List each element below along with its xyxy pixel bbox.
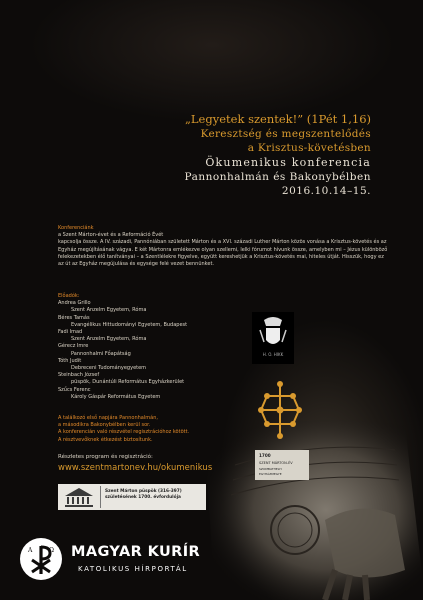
- svg-text:A: A: [28, 547, 33, 554]
- svg-text:EGYHÁZMEGYE: EGYHÁZMEGYE: [259, 472, 282, 476]
- registration-label: Részletes program és regisztráció:: [58, 454, 153, 460]
- title-date: 2016.10.14–15.: [281, 185, 371, 197]
- speaker-name: Béres Tamás: [58, 314, 90, 321]
- coat-of-arms-caption: H. O. HIKK: [262, 352, 284, 357]
- speaker-name: Gérecz Imre: [58, 343, 89, 350]
- venue-text: [58, 415, 248, 444]
- unesco-banner: [58, 484, 206, 510]
- unesco-divider: [100, 486, 101, 508]
- intro-heading: a Szent Márton-évet és a Reformáció Évét: [58, 232, 164, 239]
- speaker-name: Szűcs Ferenc: [58, 386, 91, 393]
- title-subtitle-2: a Krisztus-követésben: [247, 142, 371, 154]
- brand-title: MAGYAR KURÍR: [71, 544, 201, 560]
- svg-text:SZOMBATHELYI: SZOMBATHELYI: [259, 467, 282, 471]
- speakers-heading: Előadók:: [58, 293, 80, 299]
- speakers-list: [58, 293, 258, 401]
- intro-org: Konferenciánk: [58, 225, 94, 231]
- unesco-text: Szent Márton püspök (316-397) születésének 1700. évfordulója: [105, 489, 182, 500]
- coat-of-arms-icon: [252, 312, 294, 364]
- brand-subtitle: KATOLIKUS HÍRPORTÁL: [78, 565, 188, 573]
- szent-marton-ev-logo-icon: [247, 378, 313, 482]
- speaker-name: Fadi Imad: [58, 329, 83, 336]
- venue-line: A résztvevőknek étkezést biztosítunk.: [58, 436, 153, 443]
- unesco-logo-icon: [63, 486, 95, 508]
- speaker-affiliation: Evangélikus Hittudományi Egyetem, Budapest: [71, 321, 188, 328]
- svg-text:SZENT MÁRTON-ÉV: SZENT MÁRTON-ÉV: [259, 461, 293, 465]
- registration-link[interactable]: www.szentmartonev.hu/okumenikus: [58, 462, 213, 472]
- title-block: [185, 112, 371, 198]
- speaker-name: Tóth Judit: [58, 357, 82, 364]
- speaker-affiliation: Szent Anzelm Egyetem, Róma: [71, 307, 147, 314]
- venue-line: A konferencián való részvétel regisztrációhoz kötött.: [58, 429, 190, 436]
- intro-text: [58, 225, 388, 268]
- title-quote: „Legyetek szentek!” (1Pét 1,16): [184, 112, 371, 126]
- venue-line: a másodikra Bakonybélben kerül sor.: [58, 422, 151, 429]
- speaker-affiliation: Szent Anzelm Egyetem, Róma: [71, 336, 147, 343]
- speaker-affiliation: püspök, Dunántúli Református Egyházkerület: [71, 379, 185, 386]
- title-location: Pannonhalmán és Bakonybélben: [184, 171, 371, 183]
- speaker-affiliation: Károly Gáspár Református Egyetem: [71, 393, 161, 400]
- title-conference: Ökumenikus konferencia: [205, 156, 371, 169]
- svg-text:Ω: Ω: [49, 547, 54, 554]
- svg-text:1700: 1700: [259, 453, 271, 458]
- speaker-affiliation: Pannonhalmi Főapátság: [71, 350, 131, 357]
- speaker-affiliation: Debreceni Tudományegyetem: [71, 365, 147, 372]
- venue-line: A találkozó első napjára Pannonhalmán,: [58, 415, 158, 421]
- chi-rho-logo-icon: [18, 536, 64, 582]
- title-subtitle-1: Keresztség és megszentelődés: [200, 128, 371, 140]
- speaker-name: Andrea Grillo: [58, 300, 91, 307]
- intro-body: kapcsolja össze. A IV. századi, Pannóniában született Márton és a XVI. századi Luther Márton közös vonása a Krisztus-követés és az Egyház megújításának vágya. E két Mártonra emlékezve olyan szellemi, lelki fórumot hívunk össze, amelyben mi – Jézus különböző felekezetekben élő tanítványai – a Szentlélekre figyelve, együtt kereshetjük a Krisztus-követés mai, hiteles útját. Hisszük, hogy ez az út az Egyház megújulása és egysége felé vezet bennünket.: [58, 239, 388, 268]
- speaker-name: Steinbach József: [58, 372, 100, 379]
